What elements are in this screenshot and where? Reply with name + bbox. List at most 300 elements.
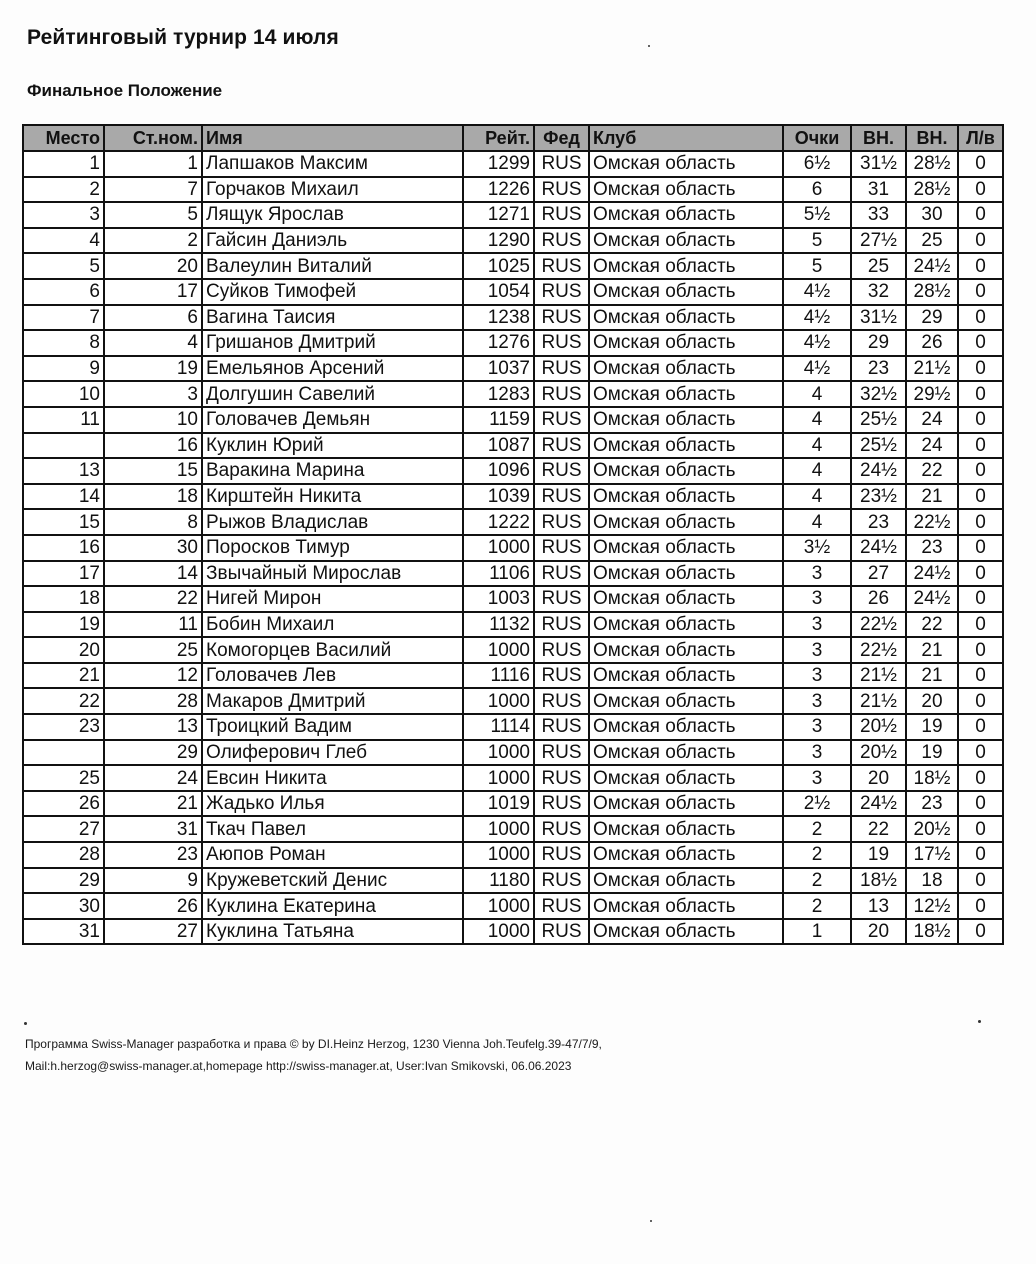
cell-rating: 1000 — [463, 919, 534, 945]
cell-club: Омская область — [589, 791, 783, 817]
cell-tiebreak-1: 22 — [851, 816, 906, 842]
cell-tiebreak-2: 23 — [906, 535, 958, 561]
cell-place: 11 — [23, 407, 104, 433]
table-row — [23, 330, 1003, 356]
cell-tiebreak-1: 20 — [851, 919, 906, 945]
cell-start-number: 31 — [104, 816, 202, 842]
table-row — [23, 791, 1003, 817]
cell-tiebreak-2: 28½ — [906, 177, 958, 203]
cell-lv: 0 — [958, 356, 1003, 382]
table-row — [23, 458, 1003, 484]
table-row — [23, 893, 1003, 919]
cell-name: Горчаков Михаил — [202, 177, 463, 203]
cell-club: Омская область — [589, 663, 783, 689]
cell-place: 19 — [23, 612, 104, 638]
cell-tiebreak-1: 22½ — [851, 637, 906, 663]
cell-name: Головачев Лев — [202, 663, 463, 689]
table-row — [23, 637, 1003, 663]
cell-lv: 0 — [958, 586, 1003, 612]
cell-federation: RUS — [534, 381, 589, 407]
col-header-start-number: Ст.ном. — [104, 125, 202, 151]
cell-points: 4 — [783, 509, 851, 535]
cell-rating: 1025 — [463, 253, 534, 279]
table-row — [23, 714, 1003, 740]
cell-points: 3 — [783, 637, 851, 663]
cell-federation: RUS — [534, 151, 589, 177]
cell-start-number: 26 — [104, 893, 202, 919]
cell-tiebreak-2: 21½ — [906, 356, 958, 382]
footer-copyright: Программа Swiss-Manager разработка и права © by DI.Heinz Herzog, 1230 Vienna Joh.Teufelg.39-47/7/9, — [25, 1037, 602, 1051]
cell-start-number: 18 — [104, 484, 202, 510]
cell-rating: 1000 — [463, 765, 534, 791]
cell-lv: 0 — [958, 407, 1003, 433]
table-row — [23, 535, 1003, 561]
cell-place: 20 — [23, 637, 104, 663]
cell-tiebreak-1: 13 — [851, 893, 906, 919]
cell-club: Омская область — [589, 509, 783, 535]
cell-points: 4½ — [783, 279, 851, 305]
cell-points: 2 — [783, 816, 851, 842]
cell-rating: 1238 — [463, 305, 534, 331]
cell-rating: 1226 — [463, 177, 534, 203]
cell-federation: RUS — [534, 177, 589, 203]
cell-rating: 1106 — [463, 561, 534, 587]
cell-points: 4 — [783, 458, 851, 484]
cell-start-number: 20 — [104, 253, 202, 279]
cell-tiebreak-1: 20 — [851, 765, 906, 791]
cell-lv: 0 — [958, 151, 1003, 177]
cell-name: Аюпов Роман — [202, 842, 463, 868]
cell-tiebreak-2: 29 — [906, 305, 958, 331]
cell-rating: 1116 — [463, 663, 534, 689]
cell-federation: RUS — [534, 765, 589, 791]
cell-federation: RUS — [534, 561, 589, 587]
cell-tiebreak-2: 23 — [906, 791, 958, 817]
cell-points: 4 — [783, 433, 851, 459]
cell-name: Троицкий Вадим — [202, 714, 463, 740]
cell-points: 3 — [783, 740, 851, 766]
cell-rating: 1000 — [463, 740, 534, 766]
table-body — [23, 151, 1003, 944]
cell-place — [23, 740, 104, 766]
cell-start-number: 5 — [104, 202, 202, 228]
cell-tiebreak-2: 25 — [906, 228, 958, 254]
cell-rating: 1000 — [463, 637, 534, 663]
cell-federation: RUS — [534, 663, 589, 689]
cell-club: Омская область — [589, 586, 783, 612]
cell-tiebreak-2: 24 — [906, 407, 958, 433]
table-row — [23, 407, 1003, 433]
cell-start-number: 30 — [104, 535, 202, 561]
cell-tiebreak-1: 18½ — [851, 868, 906, 894]
cell-tiebreak-2: 17½ — [906, 842, 958, 868]
cell-place: 17 — [23, 561, 104, 587]
cell-lv: 0 — [958, 433, 1003, 459]
col-header-place: Место — [23, 125, 104, 151]
cell-tiebreak-1: 31 — [851, 177, 906, 203]
table-row — [23, 919, 1003, 945]
cell-club: Омская область — [589, 561, 783, 587]
cell-name: Макаров Дмитрий — [202, 688, 463, 714]
cell-federation: RUS — [534, 228, 589, 254]
cell-tiebreak-1: 21½ — [851, 688, 906, 714]
cell-lv: 0 — [958, 509, 1003, 535]
cell-tiebreak-1: 27½ — [851, 228, 906, 254]
cell-federation: RUS — [534, 688, 589, 714]
cell-place: 2 — [23, 177, 104, 203]
cell-tiebreak-2: 22 — [906, 458, 958, 484]
cell-tiebreak-2: 20½ — [906, 816, 958, 842]
cell-club: Омская область — [589, 381, 783, 407]
cell-tiebreak-1: 25 — [851, 253, 906, 279]
cell-federation: RUS — [534, 842, 589, 868]
cell-place: 18 — [23, 586, 104, 612]
cell-federation: RUS — [534, 612, 589, 638]
cell-start-number: 10 — [104, 407, 202, 433]
cell-rating: 1132 — [463, 612, 534, 638]
cell-club: Омская область — [589, 740, 783, 766]
cell-tiebreak-2: 24 — [906, 433, 958, 459]
cell-place: 8 — [23, 330, 104, 356]
cell-lv: 0 — [958, 330, 1003, 356]
cell-tiebreak-1: 19 — [851, 842, 906, 868]
cell-start-number: 1 — [104, 151, 202, 177]
cell-lv: 0 — [958, 612, 1003, 638]
table-header — [23, 125, 1003, 151]
cell-start-number: 14 — [104, 561, 202, 587]
cell-name: Емельянов Арсений — [202, 356, 463, 382]
col-header-lv: Л/в — [958, 125, 1003, 151]
table-row — [23, 740, 1003, 766]
cell-start-number: 23 — [104, 842, 202, 868]
cell-club: Омская область — [589, 356, 783, 382]
cell-tiebreak-1: 21½ — [851, 663, 906, 689]
cell-tiebreak-2: 21 — [906, 663, 958, 689]
cell-club: Омская область — [589, 637, 783, 663]
cell-rating: 1003 — [463, 586, 534, 612]
cell-federation: RUS — [534, 253, 589, 279]
cell-federation: RUS — [534, 816, 589, 842]
cell-name: Лапшаков Максим — [202, 151, 463, 177]
table-row — [23, 228, 1003, 254]
table-row — [23, 151, 1003, 177]
cell-lv: 0 — [958, 484, 1003, 510]
cell-rating: 1222 — [463, 509, 534, 535]
cell-federation: RUS — [534, 868, 589, 894]
col-header-rating: Рейт. — [463, 125, 534, 151]
cell-place: 26 — [23, 791, 104, 817]
cell-place: 1 — [23, 151, 104, 177]
cell-tiebreak-2: 12½ — [906, 893, 958, 919]
cell-name: Кирштейн Никита — [202, 484, 463, 510]
cell-club: Омская область — [589, 228, 783, 254]
cell-start-number: 15 — [104, 458, 202, 484]
cell-federation: RUS — [534, 433, 589, 459]
table-row — [23, 688, 1003, 714]
cell-club: Омская область — [589, 842, 783, 868]
cell-tiebreak-2: 19 — [906, 740, 958, 766]
cell-club: Омская область — [589, 688, 783, 714]
cell-club: Омская область — [589, 151, 783, 177]
cell-rating: 1039 — [463, 484, 534, 510]
cell-place: 5 — [23, 253, 104, 279]
table-row — [23, 484, 1003, 510]
cell-rating: 1283 — [463, 381, 534, 407]
cell-tiebreak-2: 21 — [906, 637, 958, 663]
cell-tiebreak-2: 22½ — [906, 509, 958, 535]
cell-club: Омская область — [589, 330, 783, 356]
footer-contact: Mail:h.herzog@swiss-manager.at,homepage http://swiss-manager.at, User:Ivan Smikovski, 06.06.2023 — [25, 1059, 572, 1073]
table-row — [23, 356, 1003, 382]
cell-start-number: 7 — [104, 177, 202, 203]
cell-lv: 0 — [958, 305, 1003, 331]
cell-lv: 0 — [958, 381, 1003, 407]
cell-tiebreak-2: 19 — [906, 714, 958, 740]
cell-place: 30 — [23, 893, 104, 919]
cell-points: 6½ — [783, 151, 851, 177]
col-header-tiebreak-2: ВН. — [906, 125, 958, 151]
cell-start-number: 13 — [104, 714, 202, 740]
table-row — [23, 765, 1003, 791]
cell-tiebreak-1: 23 — [851, 509, 906, 535]
cell-start-number: 12 — [104, 663, 202, 689]
table-row — [23, 586, 1003, 612]
cell-name: Рыжов Владислав — [202, 509, 463, 535]
cell-club: Омская область — [589, 202, 783, 228]
cell-start-number: 9 — [104, 868, 202, 894]
cell-place: 29 — [23, 868, 104, 894]
cell-tiebreak-1: 32 — [851, 279, 906, 305]
cell-name: Гайсин Даниэль — [202, 228, 463, 254]
cell-points: 6 — [783, 177, 851, 203]
cell-club: Омская область — [589, 177, 783, 203]
cell-place: 13 — [23, 458, 104, 484]
cell-name: Поросков Тимур — [202, 535, 463, 561]
table-row — [23, 253, 1003, 279]
cell-start-number: 8 — [104, 509, 202, 535]
cell-federation: RUS — [534, 356, 589, 382]
cell-club: Омская область — [589, 893, 783, 919]
cell-place: 16 — [23, 535, 104, 561]
cell-tiebreak-2: 29½ — [906, 381, 958, 407]
cell-lv: 0 — [958, 868, 1003, 894]
cell-club: Омская область — [589, 612, 783, 638]
cell-lv: 0 — [958, 202, 1003, 228]
cell-name: Бобин Михаил — [202, 612, 463, 638]
cell-lv: 0 — [958, 663, 1003, 689]
cell-lv: 0 — [958, 279, 1003, 305]
cell-start-number: 21 — [104, 791, 202, 817]
cell-federation: RUS — [534, 919, 589, 945]
cell-rating: 1019 — [463, 791, 534, 817]
cell-lv: 0 — [958, 893, 1003, 919]
cell-name: Варакина Марина — [202, 458, 463, 484]
cell-points: 4 — [783, 381, 851, 407]
cell-rating: 1096 — [463, 458, 534, 484]
cell-lv: 0 — [958, 535, 1003, 561]
cell-rating: 1276 — [463, 330, 534, 356]
table-row — [23, 202, 1003, 228]
cell-club: Омская область — [589, 458, 783, 484]
cell-lv: 0 — [958, 458, 1003, 484]
table-row — [23, 305, 1003, 331]
cell-points: 4½ — [783, 330, 851, 356]
cell-start-number: 17 — [104, 279, 202, 305]
cell-points: 3 — [783, 714, 851, 740]
cell-start-number: 11 — [104, 612, 202, 638]
cell-points: 3 — [783, 612, 851, 638]
cell-tiebreak-1: 24½ — [851, 458, 906, 484]
cell-club: Омская область — [589, 433, 783, 459]
cell-tiebreak-2: 26 — [906, 330, 958, 356]
cell-tiebreak-2: 18½ — [906, 919, 958, 945]
cell-place: 27 — [23, 816, 104, 842]
col-header-tiebreak-1: ВН. — [851, 125, 906, 151]
cell-federation: RUS — [534, 509, 589, 535]
cell-start-number: 25 — [104, 637, 202, 663]
cell-tiebreak-1: 20½ — [851, 714, 906, 740]
col-header-club: Клуб — [589, 125, 783, 151]
cell-place: 10 — [23, 381, 104, 407]
cell-tiebreak-2: 21 — [906, 484, 958, 510]
cell-points: 5 — [783, 228, 851, 254]
cell-lv: 0 — [958, 816, 1003, 842]
cell-tiebreak-2: 20 — [906, 688, 958, 714]
cell-name: Лящук Ярослав — [202, 202, 463, 228]
cell-points: 4 — [783, 484, 851, 510]
table-row — [23, 509, 1003, 535]
cell-points: 2 — [783, 842, 851, 868]
cell-name: Олиферович Глеб — [202, 740, 463, 766]
cell-place: 22 — [23, 688, 104, 714]
cell-tiebreak-1: 20½ — [851, 740, 906, 766]
cell-tiebreak-1: 25½ — [851, 433, 906, 459]
cell-start-number: 29 — [104, 740, 202, 766]
cell-tiebreak-2: 24½ — [906, 561, 958, 587]
cell-place: 15 — [23, 509, 104, 535]
col-header-name: Имя — [202, 125, 463, 151]
cell-tiebreak-1: 23 — [851, 356, 906, 382]
scan-speck — [650, 1220, 652, 1222]
cell-start-number: 19 — [104, 356, 202, 382]
cell-points: 5 — [783, 253, 851, 279]
col-header-federation: Фед — [534, 125, 589, 151]
cell-federation: RUS — [534, 305, 589, 331]
cell-tiebreak-1: 29 — [851, 330, 906, 356]
cell-place: 28 — [23, 842, 104, 868]
cell-points: 3 — [783, 586, 851, 612]
cell-start-number: 24 — [104, 765, 202, 791]
cell-start-number: 27 — [104, 919, 202, 945]
cell-federation: RUS — [534, 484, 589, 510]
cell-points: 3 — [783, 663, 851, 689]
cell-points: 3 — [783, 765, 851, 791]
cell-rating: 1000 — [463, 893, 534, 919]
cell-federation: RUS — [534, 330, 589, 356]
cell-place: 14 — [23, 484, 104, 510]
cell-place: 23 — [23, 714, 104, 740]
cell-points: 4 — [783, 407, 851, 433]
cell-tiebreak-2: 22 — [906, 612, 958, 638]
cell-tiebreak-1: 32½ — [851, 381, 906, 407]
cell-name: Кружеветский Денис — [202, 868, 463, 894]
cell-name: Куклина Татьяна — [202, 919, 463, 945]
cell-lv: 0 — [958, 919, 1003, 945]
scan-speck — [978, 1020, 981, 1023]
cell-name: Звычайный Мирослав — [202, 561, 463, 587]
cell-tiebreak-2: 18½ — [906, 765, 958, 791]
cell-rating: 1054 — [463, 279, 534, 305]
cell-federation: RUS — [534, 586, 589, 612]
cell-name: Куклин Юрий — [202, 433, 463, 459]
cell-points: 4½ — [783, 305, 851, 331]
cell-federation: RUS — [534, 714, 589, 740]
cell-rating: 1290 — [463, 228, 534, 254]
table-row — [23, 663, 1003, 689]
cell-tiebreak-1: 31½ — [851, 305, 906, 331]
cell-tiebreak-1: 25½ — [851, 407, 906, 433]
cell-tiebreak-1: 23½ — [851, 484, 906, 510]
cell-club: Омская область — [589, 535, 783, 561]
cell-rating: 1000 — [463, 816, 534, 842]
cell-name: Евсин Никита — [202, 765, 463, 791]
header-row — [23, 125, 1003, 151]
cell-lv: 0 — [958, 842, 1003, 868]
cell-federation: RUS — [534, 279, 589, 305]
cell-federation: RUS — [534, 407, 589, 433]
cell-rating: 1180 — [463, 868, 534, 894]
cell-name: Комогорцев Василий — [202, 637, 463, 663]
cell-name: Головачев Демьян — [202, 407, 463, 433]
cell-name: Ткач Павел — [202, 816, 463, 842]
cell-federation: RUS — [534, 791, 589, 817]
cell-club: Омская область — [589, 484, 783, 510]
cell-tiebreak-1: 31½ — [851, 151, 906, 177]
col-header-points: Очки — [783, 125, 851, 151]
cell-start-number: 16 — [104, 433, 202, 459]
cell-lv: 0 — [958, 253, 1003, 279]
cell-tiebreak-2: 18 — [906, 868, 958, 894]
cell-points: 2 — [783, 893, 851, 919]
table-row — [23, 433, 1003, 459]
table-row — [23, 612, 1003, 638]
cell-federation: RUS — [534, 740, 589, 766]
cell-lv: 0 — [958, 688, 1003, 714]
cell-name: Долгушин Савелий — [202, 381, 463, 407]
cell-points: 1 — [783, 919, 851, 945]
cell-rating: 1000 — [463, 688, 534, 714]
cell-tiebreak-2: 24½ — [906, 586, 958, 612]
cell-tiebreak-1: 24½ — [851, 535, 906, 561]
cell-place: 7 — [23, 305, 104, 331]
cell-club: Омская область — [589, 919, 783, 945]
cell-start-number: 2 — [104, 228, 202, 254]
cell-start-number: 28 — [104, 688, 202, 714]
cell-place: 31 — [23, 919, 104, 945]
cell-club: Омская область — [589, 279, 783, 305]
cell-club: Омская область — [589, 868, 783, 894]
table-row — [23, 842, 1003, 868]
cell-lv: 0 — [958, 228, 1003, 254]
cell-club: Омская область — [589, 253, 783, 279]
cell-club: Омская область — [589, 305, 783, 331]
cell-tiebreak-1: 26 — [851, 586, 906, 612]
cell-tiebreak-2: 30 — [906, 202, 958, 228]
cell-lv: 0 — [958, 637, 1003, 663]
document-subtitle: Финальное Положение — [27, 81, 223, 100]
cell-start-number: 3 — [104, 381, 202, 407]
document-title: Рейтинговый турнир 14 июля — [27, 26, 339, 49]
